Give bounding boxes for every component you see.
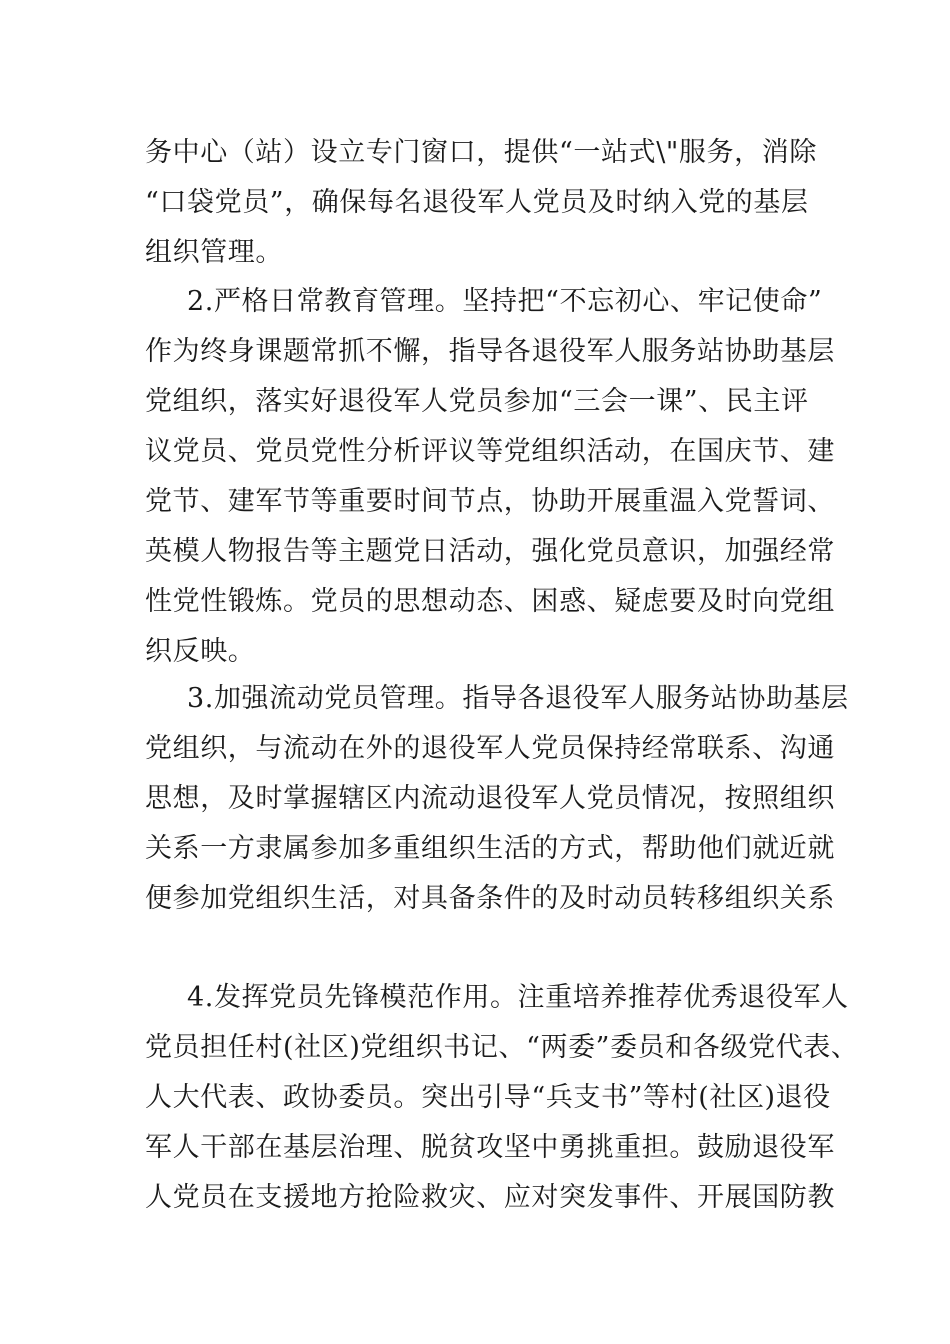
text-line: 便参加党组织生活，对具备条件的及时动员转移组织关系 [145,883,835,914]
paragraph-2-heading-line: 2.严格日常教育管理。坚持把“不忘初心、牢记使命” [187,286,823,317]
text-line: 军人干部在基层治理、脱贫攻坚中勇挑重担。鼓励退役军 [145,1132,835,1163]
text-line: 织反映。 [145,636,256,667]
text-line: 人大代表、政协委员。突出引导“兵支书”等村(社区)退役 [145,1082,831,1113]
text-line: 人党员在支援地方抢险救灾、应对突发事件、开展国防教 [145,1182,835,1213]
text-line: 议党员、党员党性分析评议等党组织活动，在国庆节、建 [145,436,835,467]
text-line: 关系一方隶属参加多重组织生活的方式，帮助他们就近就 [145,833,835,864]
paragraph-3-heading-line: 3.加强流动党员管理。指导各退役军人服务站协助基层 [187,683,849,714]
text-line: 思想，及时掌握辖区内流动退役军人党员情况，按照组织 [145,783,835,814]
text-line: 英模人物报告等主题党日活动，强化党员意识，加强经常 [145,536,835,567]
paragraph-4-heading-line: 4.发挥党员先锋模范作用。注重培养推荐优秀退役军人 [187,982,849,1013]
text-line: 党节、建军节等重要时间节点，协助开展重温入党誓词、 [145,486,835,517]
text-line: 性党性锻炼。党员的思想动态、困惑、疑虑要及时向党组 [145,586,835,617]
text-line: 作为终身课题常抓不懈，指导各退役军人服务站协助基层 [145,336,835,367]
text-line: 党组织，落实好退役军人党员参加“三会一课”、民主评 [145,386,809,417]
text-line: 组织管理。 [145,237,283,268]
text-line: 党员担任村(社区)党组织书记、“两委”委员和各级党代表、 [145,1032,859,1063]
text-line: “口袋党员”，确保每名退役军人党员及时纳入党的基层 [145,187,809,218]
text-line: 党组织，与流动在外的退役军人党员保持经常联系、沟通 [145,733,835,764]
text-line: 务中心（站）设立专门窗口，提供“一站式\"服务，消除 [145,137,817,168]
